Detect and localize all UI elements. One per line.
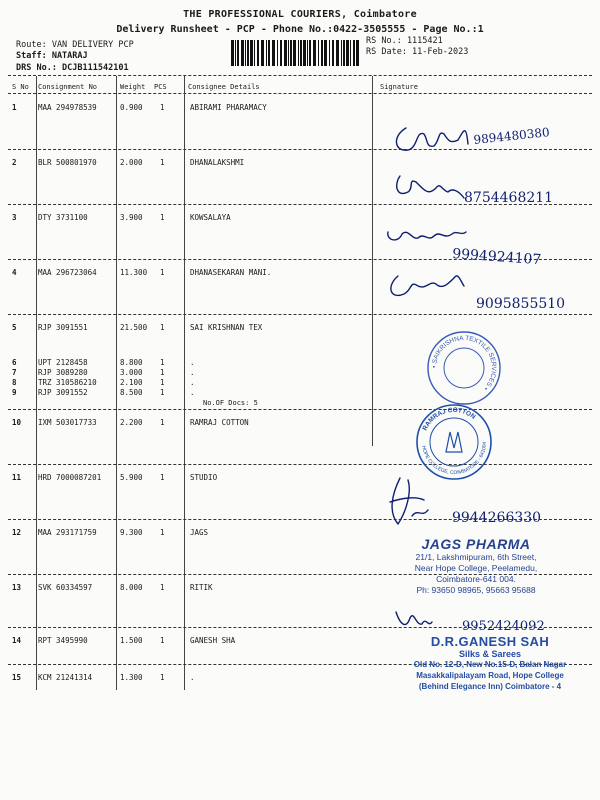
row-consignment-no: TRZ 310586210 [38,378,97,387]
barcode [231,40,359,66]
row-sno: 3 [12,213,17,222]
col-header-consignee: Consignee Details [188,83,260,91]
jags-stamp-phone: Ph: 93650 98965, 95663 95688 [416,585,536,595]
barcode-bar [261,40,264,66]
ganesh-stamp-sub: Silks & Sarees [458,649,522,659]
col-header-sno: S No [12,83,29,91]
col-divider-cno [116,76,117,690]
row-weight: 1.500 [120,636,143,645]
row-consignee: . [190,673,195,682]
barcode-bar [341,40,342,66]
row-sno: 6 [12,358,17,367]
row-consignment-no: SVK 60334597 [38,583,93,592]
row-pcs: 1 [160,368,165,377]
barcode-bar [346,40,349,66]
no-of-docs: No.OF Docs: 5 [203,399,258,407]
row-pcs: 1 [160,388,165,397]
barcode-bar [336,40,339,66]
row-sno: 4 [12,268,17,277]
barcode-bar [300,40,302,66]
row-consignment-no: RPT 3495990 [38,636,88,645]
row-pcs: 1 [160,418,165,427]
row-sno: 15 [12,673,22,682]
row-pcs: 1 [160,158,165,167]
jags-stamp-addr2: Near Hope College, Peelamedu, [414,563,538,573]
col-header-pcs: PCS [154,83,167,91]
ganesh-stamp-addr2: Masakkalipalayam Road, Hope College [416,671,564,680]
barcode-bar [309,40,311,66]
col-divider-consignee [372,76,373,446]
row-sno: 12 [12,528,22,537]
handwritten-phone-4: 9095855510 [476,296,566,312]
handwritten-phone-6: 9952424092 [462,619,545,634]
col-header-weight: Weight [120,83,146,91]
row-weight: 21.500 [120,323,148,332]
header-bottom-rule [8,93,592,94]
ganesh-stamp-addr3: (Behind Elegance Inn) Coimbatore - 4 [418,682,562,691]
barcode-bar [307,40,308,66]
barcode-bar [250,40,253,66]
barcode-bar [235,40,236,66]
barcode-bar [303,40,306,66]
barcode-bar [237,40,239,66]
barcode-bar [324,40,327,66]
jags-pharma-stamp [360,536,592,596]
row-weight: 1.300 [120,673,143,682]
ramraj-bottom-text: HOPE COLLEGE, COIMBATORE - 641004 [420,441,489,477]
barcode-bar [293,40,296,66]
barcode-bar [329,40,330,66]
jags-stamp-addr3: Coimbatore-641 004. [436,574,516,584]
row-pcs: 1 [160,358,165,367]
ganesh-stamp-addr1: Old No. 12-D, New No.15-D, Balan Nagar [413,660,567,669]
row-consignment-no: MAA 293171759 [38,528,97,537]
row-consignee: GANESH SHA [190,636,236,645]
barcode-bar [332,40,334,66]
row-consignee: STUDIO [190,473,218,482]
staff-label: Staff: NATARAJ [16,51,88,61]
row-weight: 2.000 [120,158,143,167]
saikrishna-ring-text: • SAIKRISHNA TEXTILE SERVICES • [430,334,498,392]
barcode-bar [245,40,246,66]
row-pcs: 1 [160,673,165,682]
row-pcs: 1 [160,213,165,222]
row-sno: 13 [12,583,22,592]
row-sno: 11 [12,473,22,482]
row-sno: 10 [12,418,22,427]
row-weight: 8.000 [120,583,143,592]
row-consignee: ABIRAMI PHARAMACY [190,103,267,112]
signature-ink-row-11 [382,472,597,532]
row-weight: 9.300 [120,528,143,537]
barcode-bar [288,40,289,66]
row-weight: 5.900 [120,473,143,482]
barcode-bar [268,40,270,66]
row-consignment-no: UPT 2128458 [38,358,88,367]
row-weight: 0.900 [120,103,143,112]
barcode-bar [356,40,359,66]
row-weight: 3.000 [120,368,143,377]
document-title: THE PROFESSIONAL COURIERS, Coimbatore [183,9,417,20]
row-consignment-no: RJP 3091551 [38,323,88,332]
row-pcs: 1 [160,103,165,112]
row-weight: 2.100 [120,378,143,387]
row-pcs: 1 [160,473,165,482]
col-header-consignment: Consignment No [38,83,98,91]
row-consignee: SAI KRISHNAN TEX [190,323,263,332]
rs-number: RS No.: 1115421 [366,36,443,46]
row-pcs: 1 [160,636,165,645]
barcode-bar [313,40,316,66]
row-consignee: RAMRAJ COTTON [190,418,249,427]
saikrishna-stamp [424,328,504,408]
handwritten-phone-2: 8754468211 [464,190,554,206]
barcode-bar [247,40,249,66]
row-consignment-no: DTY 3731100 [38,213,88,222]
handwritten-phone-5: 9944266330 [452,510,542,526]
barcode-bar [254,40,255,66]
handwritten-phone-3: 9994924107 [451,246,542,269]
row-weight: 3.900 [120,213,143,222]
handwritten-phone-1: 9894480380 [472,125,551,147]
ganesh-stamp-name: D.R.GANESH SAH [430,634,550,649]
route-label: Route: VAN DELIVERY PCP [16,40,134,50]
row-pcs: 1 [160,583,165,592]
col-divider-weight [184,76,185,690]
row-consignee: JAGS [190,528,209,537]
row-sno: 1 [12,103,17,112]
barcode-bar [350,40,351,66]
row-sno: 7 [12,368,17,377]
drs-number: DRS No.: DCJB111542101 [16,63,129,73]
row-consignee: . [190,368,195,377]
row-pcs: 1 [160,528,165,537]
row-consignee: DHANASEKARAN MANI. [190,268,272,277]
row-consignment-no: RJP 3091552 [38,388,88,397]
signature-ink-row-13 [392,604,597,638]
row-consignment-no: IXM 503017733 [38,418,97,427]
barcode-bar [343,40,345,66]
barcode-bar [284,40,287,66]
barcode-bar [277,40,278,66]
barcode-bar [272,40,275,66]
row-pcs: 1 [160,378,165,387]
row-sno: 5 [12,323,17,332]
row-consignment-no: MAA 296723064 [38,268,97,277]
row-weight: 8.500 [120,388,143,397]
barcode-bar [298,40,299,66]
barcode-bar [353,40,355,66]
row-consignment-no: MAA 294978539 [38,103,97,112]
row-weight: 8.800 [120,358,143,367]
barcode-bar [266,40,267,66]
row-separator [8,464,592,465]
row-consignee: . [190,358,195,367]
row-weight: 11.300 [120,268,148,277]
row-consignment-no: RJP 3089280 [38,368,88,377]
row-pcs: 1 [160,268,165,277]
ramraj-stamp [414,402,494,482]
row-consignment-no: BLR 500801970 [38,158,97,167]
ganesh-sah-stamp [388,634,592,692]
document-subtitle: Delivery Runsheet - PCP - Phone No.:0422-3505555 - Page No.:1 [116,24,484,35]
col-divider-sno [36,76,37,690]
svg-text:• SAIKRISHNA TEXTILE SERVICES [431,335,497,392]
row-consignee: DHANALAKSHMI [190,158,245,167]
barcode-bar [321,40,323,66]
jags-stamp-name: JAGS PHARMA [421,536,531,552]
barcode-bar [290,40,292,66]
svg-text:RAMRAJ COTTON [422,407,477,432]
row-consignment-no: KCM 21241314 [38,673,93,682]
row-weight: 2.200 [120,418,143,427]
row-sno: 2 [12,158,17,167]
row-pcs: 1 [160,323,165,332]
row-consignee: KOWSALAYA [190,213,231,222]
rs-date: RS Date: 11-Feb-2023 [366,47,469,57]
barcode-bar [257,40,259,66]
col-header-signature: Signature [380,83,418,91]
row-sno: 14 [12,636,22,645]
row-consignee: . [190,388,195,397]
barcode-bar [280,40,282,66]
barcode-bar [241,40,244,66]
jags-stamp-addr1: 21/1, Lakshmipuram, 6th Street, [415,552,537,562]
row-consignee: RITIK [190,583,213,592]
row-consignment-no: HRD 7000087201 [38,473,102,482]
header-top-rule [8,75,592,76]
row-sno: 9 [12,388,17,397]
barcode-bar [318,40,319,66]
row-sno: 8 [12,378,17,387]
ramraj-top-text: RAMRAJ COTTON [421,406,477,432]
barcode-bar [231,40,234,66]
row-consignee: . [190,378,195,387]
